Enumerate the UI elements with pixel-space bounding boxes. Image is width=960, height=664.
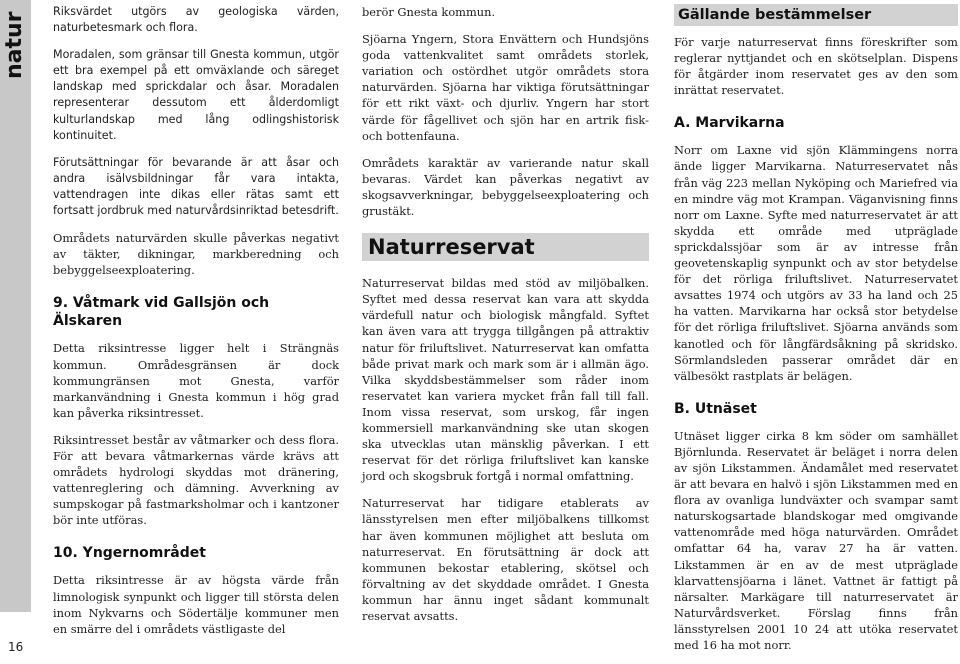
- paragraph: Områdets naturvärden skulle påverkas negativt av täkter, dikningar, markberedning och bebyggelseexploatering.: [53, 231, 339, 278]
- paragraph: Riksintresset består av våtmarker och dess flora. För att bevara våtmarkernas värde krävs att områdets hydrologi skyddas mot dränering, vattenreglering och dämning. Avverkning av sumpskogar på fastmarksholmar och i kantzoner bör inte utföras.: [53, 432, 339, 528]
- section-heading: A. Marvikarna: [674, 115, 785, 132]
- paragraph: Sjöarna Yngern, Stora Envättern och Hundsjöns goda vattenkvalitet samt områdets storlek, variation och ostördhet utgör områdets stora naturvärden. Sjöarna har viktiga förutsättningar för ett rikt växt- och djurliv. Yngern har stort värde för fågellivet och sjön har en artrik fisk- och bottenfauna.: [362, 32, 649, 143]
- paragraph: Detta riksintresse är av högsta värde från limnologisk synpunkt och ligger till största delen inom Nykvarns och Södertälje kommuner men en smärre del i områdets västligaste del: [53, 573, 339, 636]
- paragraph: berör Gnesta kommun.: [362, 5, 496, 19]
- section-heading: Gällande bestämmelser: [674, 4, 958, 26]
- paragraph: Norr om Laxne vid sjön Klämmingens norra ände ligger Marvikarna. Naturreservatet nås från väg 223 mellan Nyköping och Mariefred via en mindre väg mot Krampan. Väganvisning finns norr om Laxne. Syfte med naturreservatet är att skydda ett område med utpräglade sprickdalssjöar som är av intresse från geovetenskaplig synpunkt och av stor betydelse för det rörliga friluftslivet. Naturreservatet avsattes 1974 och utgörs av 33 ha land och 25 ha vatten. Marvikarna har också stor betydelse för det rörliga friluftslivet. Sjöarna används som kanotled och för långfärdsåkning på skridsko. Sörmlandsleden passerar området där en välbesökt rastplats är belägen.: [674, 143, 958, 383]
- paragraph: Naturreservat har tidigare etablerats av länsstyrelsen men efter miljöbalkens tillkomst har även kommunen möjlighet att besluta om naturreservat. En förutsättning är dock att kommunen bekostar etablering, skötsel och förvaltning av det skyddade området. I Gnesta kommun har ännu inget sådant kommunalt reservat avsatts.: [362, 496, 649, 623]
- paragraph: Förutsättningar för bevarande är att åsar och andra isälvsbildningar får vara intakta, vattendragen inte dikas eller rätas samt ett fortsatt jordbruk med naturvårdsinriktad betesdrift.: [53, 155, 339, 218]
- paragraph: För varje naturreservat finns föreskrifter som reglerar nyttjandet och en skötselplan. Dispens för åtgärder inom reservatet ges av den som inrättat reservatet.: [674, 35, 958, 98]
- section-heading: B. Utnäset: [674, 400, 757, 417]
- paragraph: Naturreservat bildas med stöd av miljöbalken. Syftet med dessa reservat kan vara att skydda värdefull natur och biologisk mångfald. Syftet kan även vara att trygga tillgången på attraktiv natur för friluftslivet. Naturreservat kan omfatta både privat mark och mark som är i allmän ägo. Vilka skyddsbestämmelser som råder inom reservatet kan variera mycket från fall till fall. Inom vissa reservat, som urskog, får ingen kommersiell markanvändning ske utan skogen ska utvecklas utan mänsklig påverkan. I ett reservat för det rörliga friluftslivet kan kanske jord och skogsbruk fortgå i normal omfattning.: [362, 276, 649, 484]
- section-heading: Naturreservat: [362, 233, 649, 261]
- paragraph: Områdets karaktär av varierande natur skall bevaras. Värdet kan påverkas negativt av skogsavverkningar, bebyggelseexploatering och grustäkt.: [362, 155, 649, 219]
- text-column-3: [674, 4, 958, 664]
- section-sidebar: [0, 0, 31, 612]
- paragraph: Riksvärdet utgörs av geologiska värden, naturbetesmark och flora.: [53, 5, 339, 35]
- section-heading: 10. Yngernområdet: [53, 545, 206, 562]
- paragraph: Detta riksintresse ligger helt i Strängnäs kommun. Områdesgränsen är dock kommungränsen mot Gnesta, varför markanvändning i Gnesta kommun i hög grad kan påverka riksintresset.: [53, 341, 339, 420]
- section-tab-label: natur: [2, 11, 27, 79]
- paragraph: Utnäset ligger cirka 8 km söder om samhället Björnlunda. Reservatet är beläget i norra delen av sjön Likstammen. Ändamålet med reservatet är att bevara en halvö i sjön Likstammen med en flora av ovanliga lundväxter och svampar samt naturskogsartade blandskogar med omgivande vattenområde med höga naturvärden. Området omfattar 64 ha, varav 27 ha är vatten. Likstammen är en av de mest utpräglade klarvattensjöarna i länet. Vattnet är fattigt på närsalter. Markägare till naturreservatet är Naturvårdsverket. Förslag finns från länsstyrelsen 2001 10 24 att utöka reservatet med 16 ha mot norr.: [674, 428, 958, 652]
- text-column-2: [362, 4, 649, 635]
- section-heading: 9. Våtmark vid Gallsjön och Älskaren: [53, 295, 270, 330]
- page-number: 16: [8, 640, 24, 654]
- text-column-1: [53, 4, 339, 648]
- paragraph: Moradalen, som gränsar till Gnesta kommun, utgör ett bra exempel på ett omväxlande och säreget landskap med sprickdalar och åsar. Moradalen representerar dessutom ett ålderdomligt kulturlandskap med lång odlingshistorisk kontinuitet.: [53, 48, 339, 142]
